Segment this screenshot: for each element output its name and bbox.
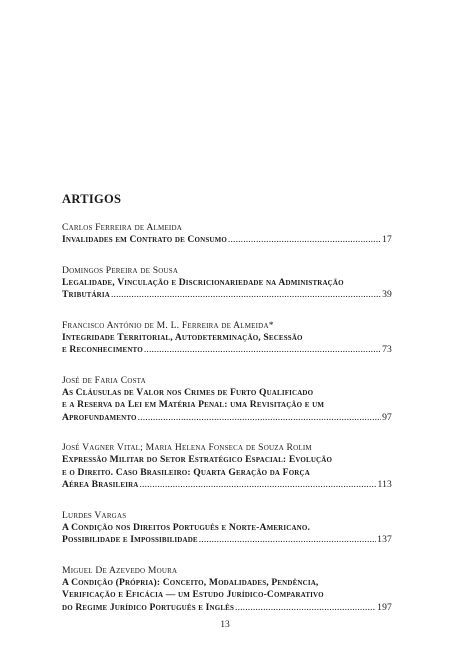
table-of-contents: [62, 222, 392, 632]
entry-author: Carlos Ferreira de Almeida: [62, 222, 182, 233]
entry-title-line: Aprofundamento: [62, 411, 137, 423]
entry-title-line: e Reconhecimento: [62, 344, 143, 355]
entry-title: [62, 332, 392, 357]
dot-leader: [228, 234, 381, 247]
entry-title-last-line: [62, 289, 392, 302]
toc-entry: [62, 320, 392, 357]
entry-title-line: Invalidades em Contrato de Consumo: [62, 234, 227, 245]
entry-title-last-line: [62, 234, 392, 247]
entry-author: Miguel De Azevedo Moura: [62, 564, 178, 576]
entry-title: [62, 234, 392, 247]
section-heading: ARTIGOS: [62, 192, 122, 206]
entry-title-last-line: [62, 602, 392, 615]
entry-page-number: 73: [382, 344, 392, 355]
entry-page-number: 17: [382, 234, 392, 245]
entry-title: [62, 454, 392, 492]
entry-title: [62, 577, 392, 615]
entry-title: [62, 522, 392, 547]
entry-title-line: Legalidade, Vinculação e Discricionariedade na Administração: [62, 276, 344, 288]
entry-title-last-line: [62, 479, 392, 492]
entry-title-line: Aérea Brasileira: [62, 479, 139, 490]
entry-page-number: 39: [382, 289, 392, 300]
entry-page-number: 137: [377, 534, 392, 545]
entry-title-line: Integridade Territorial, Autodeterminação, Secessão: [62, 331, 303, 343]
toc-entry: [62, 375, 392, 425]
dot-leader: [235, 602, 376, 615]
toc-entry: [62, 265, 392, 302]
toc-entry: [62, 565, 392, 615]
entry-author: José de Faria Costa: [62, 374, 146, 386]
entry-title: [62, 277, 392, 302]
page-number: 13: [220, 619, 230, 630]
entry-title: [62, 387, 392, 425]
entry-title-line: Expressão Militar do Setor Estratégico Espacial: Evolução: [62, 454, 333, 465]
entry-author: Francisco António de M. L. Ferreira de Almeida*: [62, 319, 274, 331]
entry-title-line: Tributária: [62, 289, 110, 300]
toc-entry: [62, 442, 392, 492]
entry-title-line: do Regime Jurídico Português e Inglês: [62, 601, 235, 613]
entry-title-line: A Condição nos Direitos Português e Norte-Americano.: [62, 521, 311, 533]
entry-title-line: e o Direito. Caso Brasileiro: Quarta Geração da Força: [62, 466, 310, 478]
entry-author: Domingos Pereira de Sousa: [62, 264, 179, 276]
entry-page-number: 97: [382, 411, 392, 423]
entry-title-line: e a Reserva da Lei em Matéria Penal: uma Revisitação e um: [62, 399, 325, 410]
entry-page-number: 113: [377, 479, 392, 490]
entry-page-number: 197: [377, 601, 392, 613]
entry-title-line: Possibilidade e Impossibilidade: [62, 534, 198, 545]
entry-title-last-line: [62, 344, 392, 357]
entry-title-last-line: [62, 534, 392, 547]
entry-title-line: Verificação e Eficácia — um Estudo Jurídico-Comparativo: [62, 589, 324, 600]
entry-title-line: As Cláusulas de Valor nos Crimes de Furto Qualificado: [62, 386, 314, 398]
dot-leader: [144, 344, 381, 357]
toc-entry: [62, 222, 392, 247]
toc-entry: [62, 510, 392, 547]
dot-leader: [139, 479, 376, 492]
entry-title-last-line: [62, 412, 392, 425]
entry-author: José Vagner Vital; Maria Helena Fonseca de Souza Rolim: [62, 442, 312, 453]
dot-leader: [199, 534, 376, 547]
dot-leader: [111, 289, 381, 302]
entry-title-line: A Condição (Própria): Conceito, Modalidades, Pendência,: [62, 576, 319, 588]
entry-author: Lurdes Vargas: [62, 509, 127, 521]
dot-leader: [138, 412, 381, 425]
